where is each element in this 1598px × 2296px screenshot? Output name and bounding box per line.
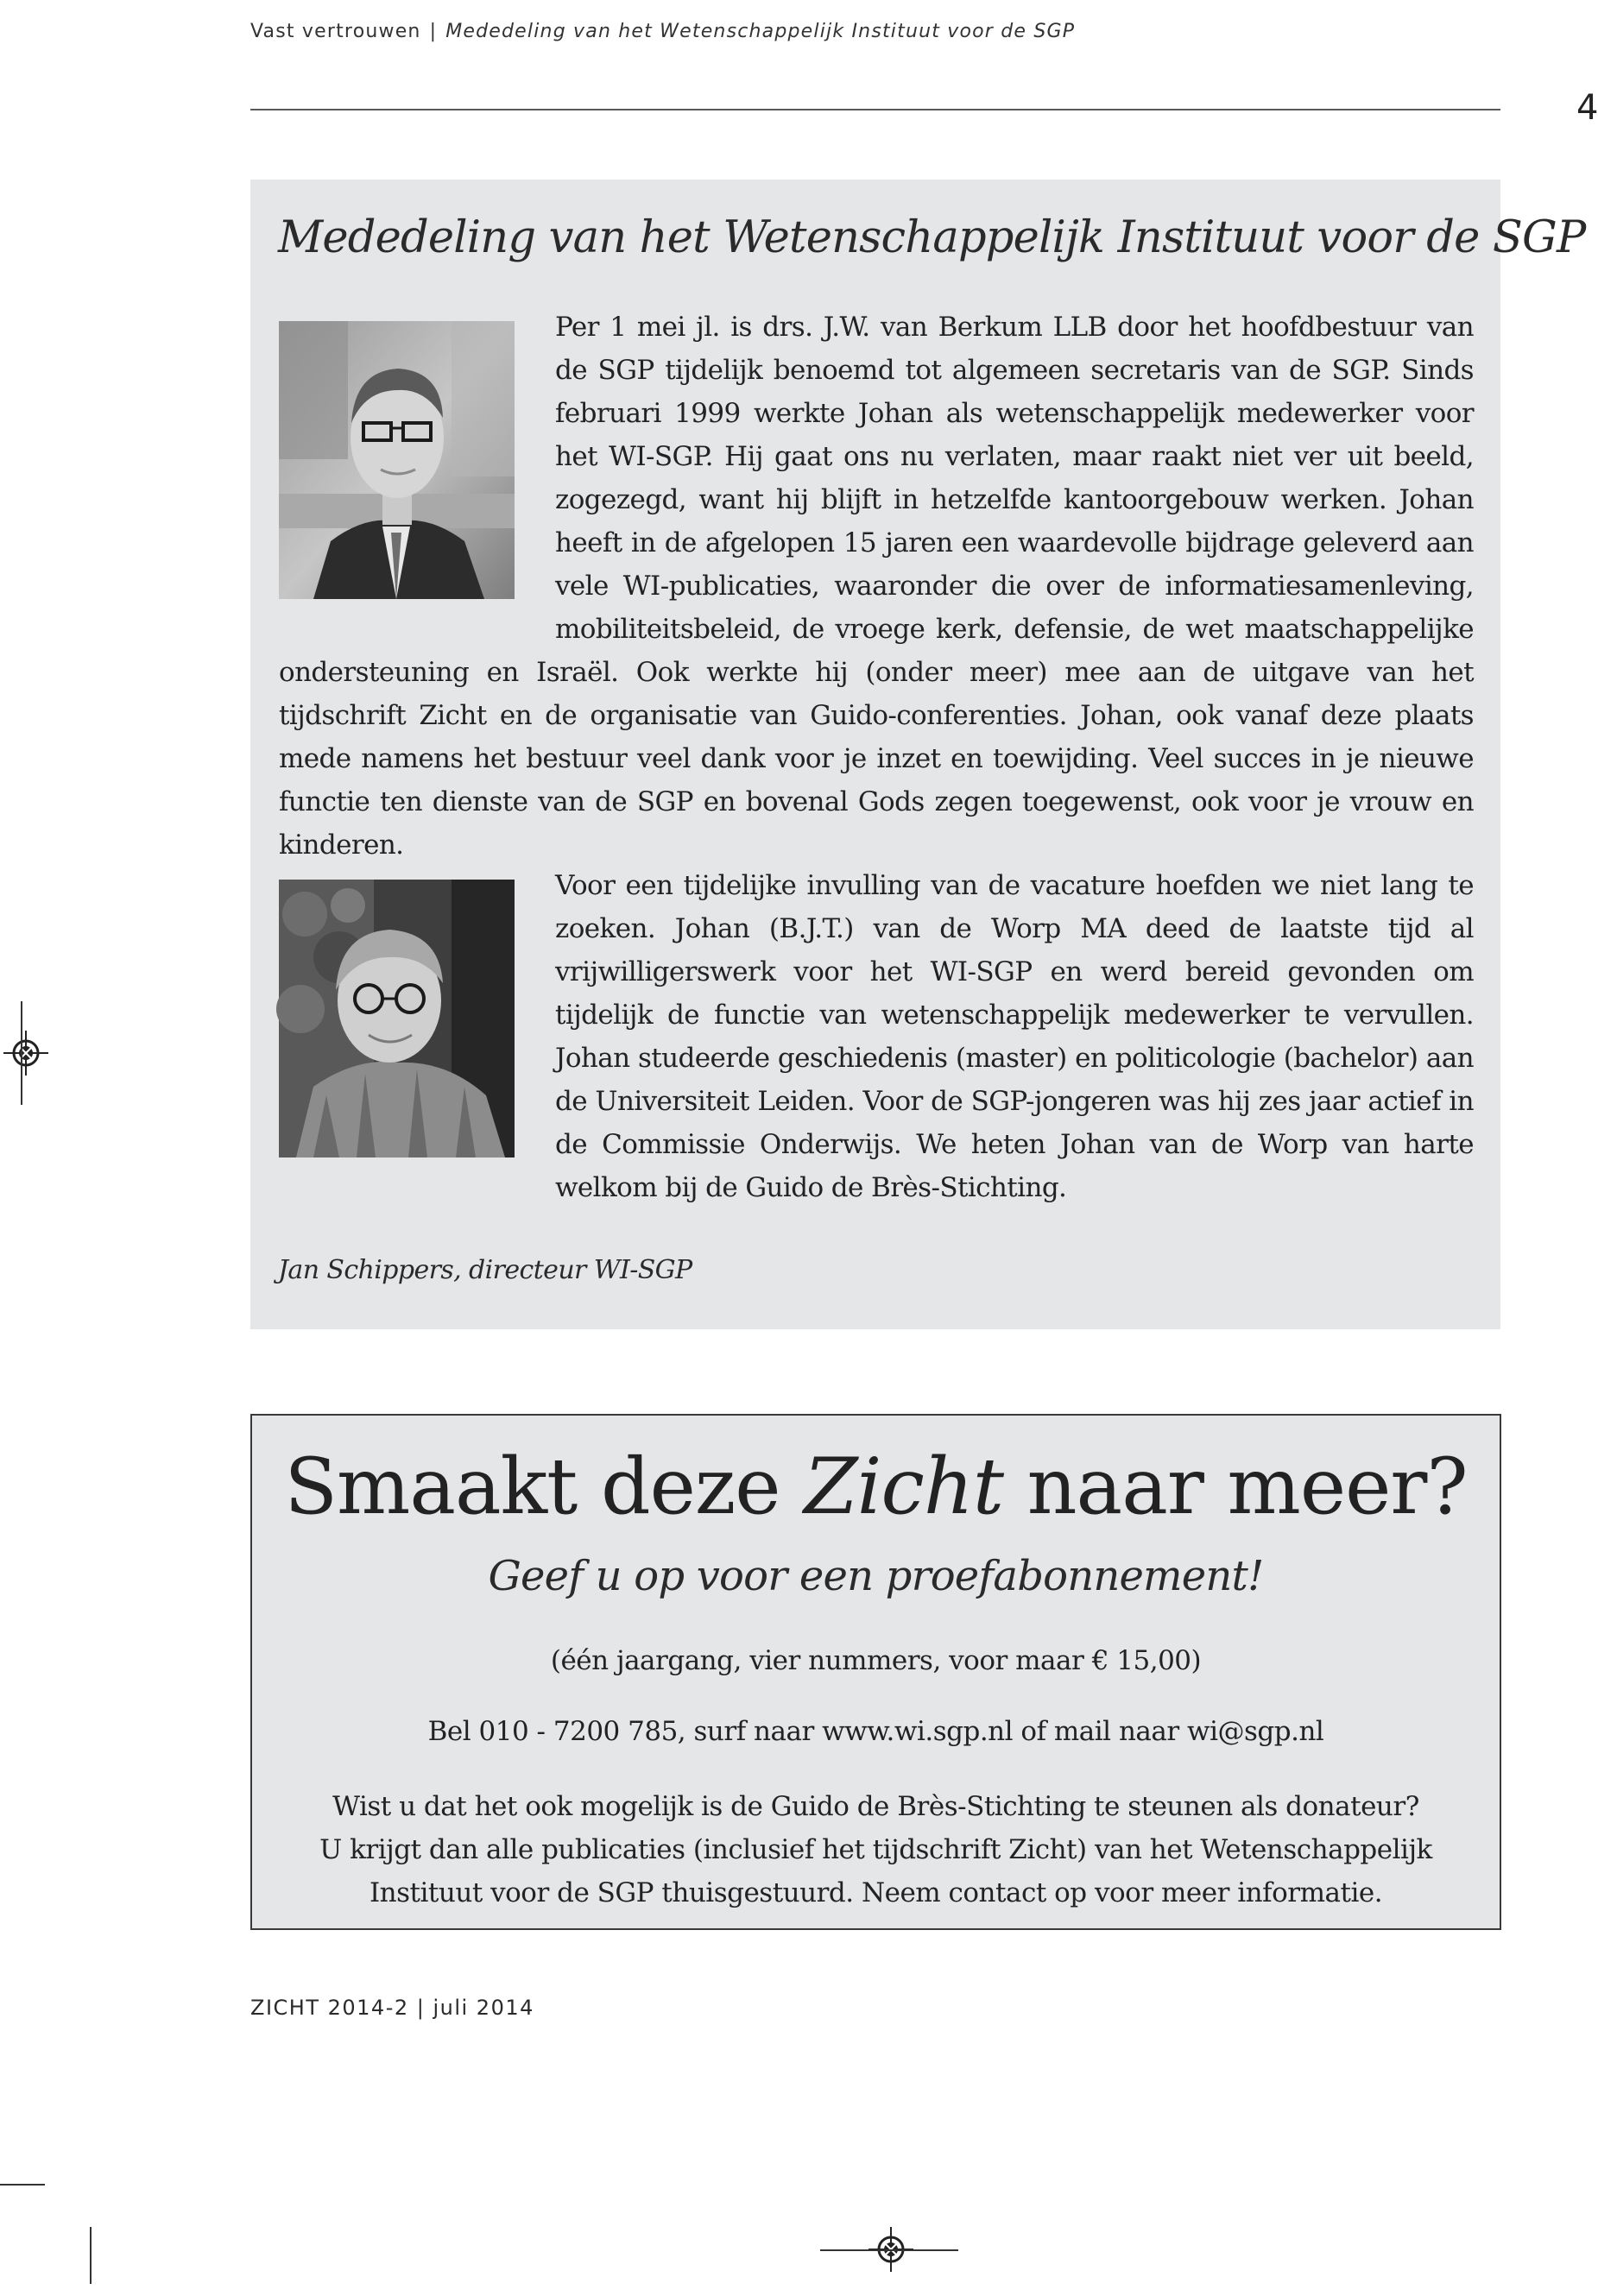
promo-headline-before: Smaakt deze [284,1441,805,1532]
running-head-separator: | [429,21,438,42]
portrait-photo-van-de-worp [279,880,515,1157]
promo-info-line-3: Instituut voor de SGP thuisgestuurd. Neem contact op voor meer informatie. [369,1877,1383,1908]
registration-mark-left [3,1031,48,1075]
notice-title: Mededeling van het Wetenschappelijk Instituut voor de SGP [278,212,1586,263]
promo-price-line: (één jaargang, vier nummers, voor maar € 15,00) [550,1645,1202,1676]
notice-paragraph-1: Per 1 mei jl. is drs. J.W. van Berkum LLB door het hoofdbestuur van de SGP tijdelijk benoemd tot algemeen secretaris van de SGP. Sinds februari 1999 werkte Johan als wetenschappelijk medewerker voor het WI-SGP. Hij gaat ons nu verlaten, maar raakt niet ver uit beeld, zogezegd, want hij blijft in hetzelfde kantoorgebouw werken. Johan heeft in de afgelopen 15 jaren een waardevolle bijdrage geleverd aan vele WI-publicaties, waaronder die over de informatiesamenleving, mobiliteitsbeleid, de vroege kerk, defensie, de wet maatschappelijke ondersteuning en Israël. Ook werkte hij (onder meer) mee aan de uitgave van het tijdschrift Zicht en de organisatie van Guido-conferenties. Johan, ook vanaf deze plaats mede namens het bestuur veel dank voor je inzet en toewijding. Veel succes in je nieuwe functie ten dienste van de SGP en bovenal Gods zegen toegewenst, ook voor je vrouw en kinderen. [279,312,1474,861]
portrait-photo-van-berkum [279,321,515,599]
footer-issue: ZICHT 2014-2 | juli 2014 [250,1996,534,2020]
crop-mark-left [21,1001,22,1105]
crop-mark-corner-horizontal [0,2184,45,2186]
running-head-article: Mededeling van het Wetenschappelijk Instituut voor de SGP [445,21,1076,42]
header-rule [250,109,1500,110]
promo-headline-emphasis: Zicht [804,1441,1003,1532]
promo-info-line-1: Wist u dat het ook mogelijk is de Guido de Brès-Stichting te steunen als donateur? [332,1791,1419,1822]
promo-info [252,1785,1500,1914]
notice-box [250,180,1586,1329]
promo-contact-line: Bel 010 - 7200 785, surf naar www.wi.sgp.nl of mail naar wi@sgp.nl [427,1716,1324,1747]
promo-headline [252,1441,1500,1532]
crop-mark-bottom-horizontal [820,2249,958,2251]
running-head-section: Vast vertrouwen [250,21,421,42]
page-number: 4 [1576,88,1598,128]
crop-mark-corner-vertical [90,2227,92,2284]
signature: Jan Schippers, directeur WI-SGP [278,1255,692,1285]
running-head [250,21,1075,42]
promo-headline-after: naar meer? [1002,1441,1468,1532]
promo-box [250,1414,1501,1930]
notice-paragraph-2: Voor een tijdelijke invulling van de vacature hoefden we niet lang te zoeken. Johan (B.J.T.) van de Worp MA deed de laatste tijd al vrijwilligerswerk voor het WI-SGP en werd bereid gevonden om tijdelijk de functie van wetenschappelijk medewerker te vervullen. Johan studeerde geschiedenis (master) en politicologie (bachelor) aan de Universiteit Leiden. Voor de SGP-jongeren was hij zes jaar actief in de Commissie Onderwijs. We heten Johan van de Worp van harte welkom bij de Guido de Brès-Stichting. [555,870,1474,1203]
promo-subheadline: Geef u op voor een proefabonnement! [488,1552,1264,1600]
promo-info-line-2: U krijgt dan alle publicaties (inclusief het tijdschrift Zicht) van het Wetenschappelijk [319,1834,1432,1865]
